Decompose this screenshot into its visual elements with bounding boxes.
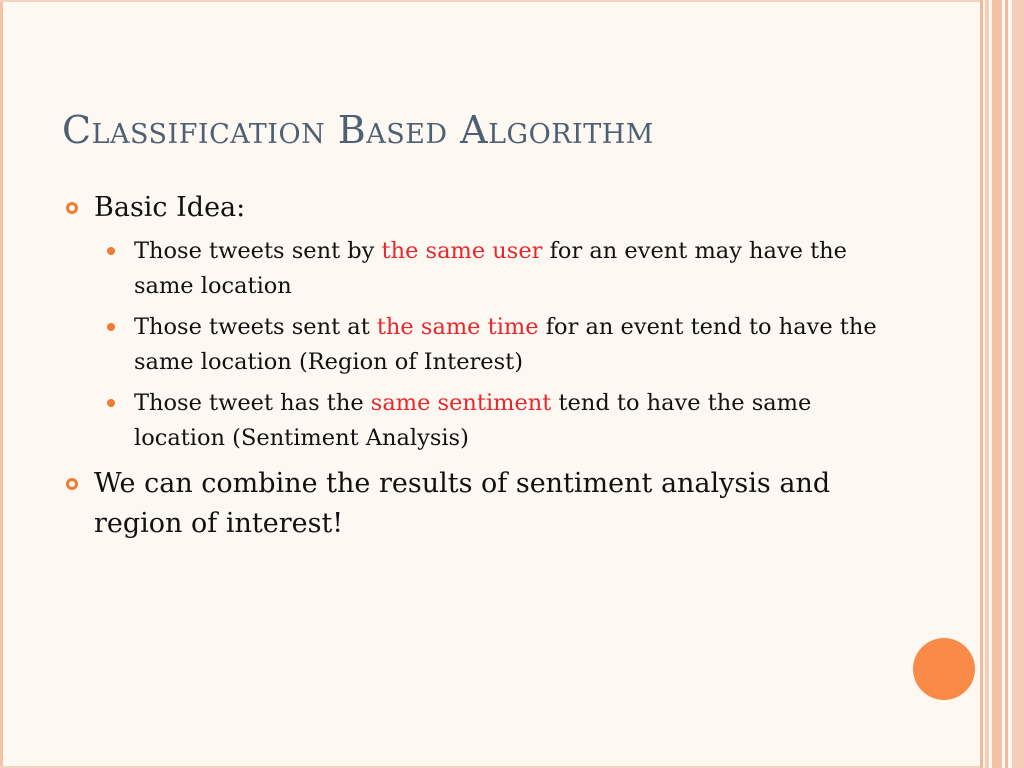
sub-bullet-text: Those tweets sent by: [134, 238, 382, 264]
sub-bullet-text: Those tweets sent at: [134, 314, 377, 340]
dot-bullet-icon: [107, 323, 115, 331]
decor-stripe: [985, 0, 989, 768]
highlight-text: the same user: [381, 238, 543, 264]
sub-bullet-same-sentiment: [104, 386, 894, 456]
decor-stripe: [992, 0, 1002, 768]
decor-circle: [913, 638, 975, 700]
sub-bullet-same-user: [104, 234, 894, 304]
sub-bullet-same-time: [104, 310, 894, 380]
bullet-text: Basic Idea:: [94, 192, 246, 223]
dot-bullet-icon: [107, 399, 115, 407]
decor-stripe: [1012, 0, 1024, 768]
slide-title: Classification Based Algorithm: [62, 108, 654, 152]
sub-bullet-list: [104, 234, 894, 456]
bullet-text: We can combine the results of sentiment analysis and region of interest!: [94, 468, 831, 539]
sub-bullet-text: for an event may have the same location: [134, 238, 847, 299]
dot-bullet-icon: [107, 247, 115, 255]
slide-body: [64, 188, 894, 550]
highlight-text: same sentiment: [370, 390, 552, 416]
bullet-combine-results: [64, 464, 894, 544]
ring-bullet-icon: [66, 478, 78, 490]
highlight-text: the same time: [376, 314, 539, 340]
bullet-basic-idea: [64, 188, 894, 228]
sub-bullet-text: Those tweet has the: [134, 390, 371, 416]
decor-stripe: [1005, 0, 1008, 768]
decor-stripe: [980, 0, 983, 768]
top-border: [0, 0, 980, 2]
sub-bullet-text: tend to have the same location (Sentiment Analysis): [134, 390, 812, 451]
left-border: [0, 0, 3, 768]
sub-bullet-text: for an event tend to have the same location (Region of Interest): [134, 314, 877, 375]
ring-bullet-icon: [66, 202, 78, 214]
